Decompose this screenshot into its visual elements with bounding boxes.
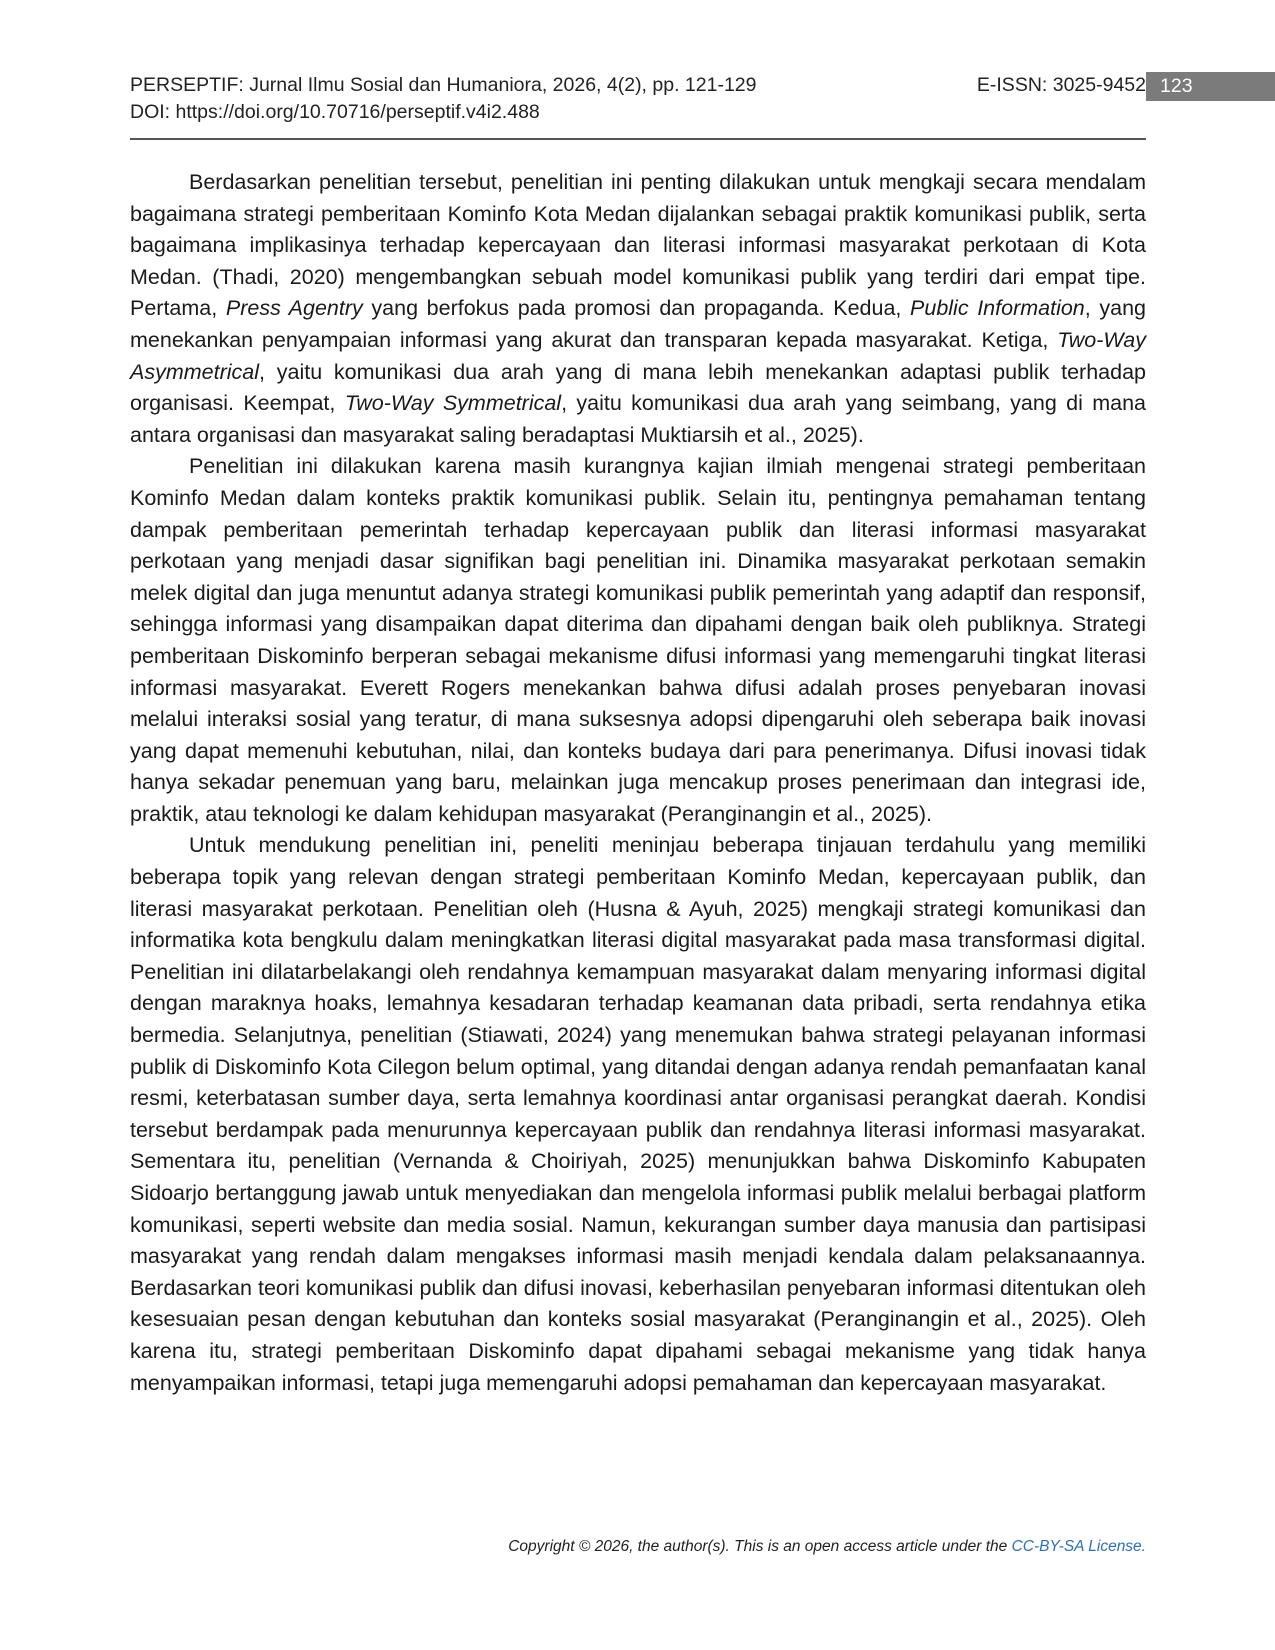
paragraph-text: , yaitu komunikasi dua arah yang di mana lebih menekankan adaptasi publik terhadap organisasi. Keempat, [130, 359, 1146, 416]
page-number: 123 [1146, 72, 1275, 101]
paragraph-text: , yang menekankan penyampaian informasi yang akurat dan transparan kepada masyarakat. Ketiga, [130, 296, 1146, 352]
running-header [130, 72, 1146, 126]
paragraph-text: yang berfokus pada promosi dan propaganda. Kedua, [362, 296, 911, 321]
license-link[interactable]: CC-BY-SA License. [1011, 1538, 1146, 1555]
body-paragraph [130, 451, 1146, 830]
body-paragraph [130, 167, 1146, 451]
journal-citation: PERSEPTIF: Jurnal Ilmu Sosial dan Humaniora, 2026, 4(2), pp. 121-129 [130, 74, 757, 96]
body-paragraph [130, 830, 1146, 1399]
paragraph-text: Untuk mendukung penelitian ini, peneliti meninjau beberapa tinjauan terdahulu yang memiliki beberapa topik yang relevan dengan strategi pemberitaan Kominfo Medan, kepercayaan publik, dan literasi masyarakat perkotaan. Penelitian oleh (Husna & Ayuh, 2025) mengkaji strategi komunikasi dan informatika kota bengkulu dalam meningkatkan literasi digital masyarakat pada masa transformasi digital. Penelitian ini dilatarbelakangi oleh rendahnya kemampuan masyarakat dalam menyaring informasi digital dengan maraknya hoaks, lemahnya kesadaran terhadap keamanan data pribadi, serta rendahnya etika bermedia. Selanjutnya, penelitian (Stiawati, 2024) yang menemukan bahwa strategi pelayanan informasi publik di Diskominfo Kota Cilegon belum optimal, yang ditandai dengan adanya rendah pemanfaatan kanal resmi, keterbatasan sumber daya, serta lemahnya koordinasi antar organisasi perangkat daerah. Kondisi tersebut berdampak pada menurunnya kepercayaan publik dan rendahnya literasi informasi masyarakat. Sementara itu, penelitian (Vernanda & Choiriyah, 2025) menunjukkan bahwa Diskominfo Kabupaten Sidoarjo bertanggung jawab untuk menyediakan dan mengelola informasi publik melalui berbagai platform komunikasi, seperti website dan media sosial. Namun, kekurangan sumber daya manusia dan partisipasi masyarakat yang rendah dalam mengakses informasi masih menjadi kendala dalam pelaksanaannya. Berdasarkan teori komunikasi publik dan difusi inovasi, keberhasilan penyebaran informasi ditentukan oleh kesesuaian pesan dengan kebutuhan dan konteks sosial masyarakat (Peranginangin et al., 2025). Oleh karena itu, strategi pemberitaan Diskominfo dapat dipahami sebagai mekanisme yang tidak hanya menyampaikan informasi, tetapi juga memengaruhi adopsi pemahaman dan kepercayaan masyarakat. [130, 833, 1146, 1395]
copyright-footer [508, 1538, 1146, 1556]
article-body [130, 167, 1146, 1399]
paragraph-text: , yaitu komunikasi dua arah yang seimbang, yang di mana antara organisasi dan masyarakat saling beradaptasi Muktiarsih et al., 2025). [130, 391, 1146, 447]
italic-term: Public Information [910, 296, 1085, 321]
italic-term: Two-Way Symmetrical [344, 391, 562, 416]
header-divider [130, 138, 1146, 140]
issn: E-ISSN: 3025-9452 [976, 74, 1146, 96]
paragraph-text: Berdasarkan penelitian tersebut, penelitian ini penting dilakukan untuk mengkaji secara mendalam bagaimana strategi pemberitaan Kominfo Kota Medan dijalankan sebagai praktik komunikasi publik, serta bagaimana implikasinya terhadap kepercayaan dan literasi informasi masyarakat perkotaan di Kota Medan. (Thadi, 2020) mengembangkan sebuah model komunikasi publik yang terdiri dari empat tipe. Pertama, [130, 170, 1146, 321]
italic-term: Press Agentry [225, 296, 363, 321]
italic-term: Two-Way Asymmetrical [130, 327, 1146, 384]
doi-link[interactable]: DOI: https://doi.org/10.70716/perseptif.v4i2.488 [130, 101, 540, 123]
copyright-text: Copyright © 2026, the author(s). This is an open access article under the [508, 1538, 1012, 1555]
paragraph-text: Penelitian ini dilakukan karena masih kurangnya kajian ilmiah mengenai strategi pemberitaan Kominfo Medan dalam konteks praktik komunikasi publik. Selain itu, pentingnya pemahaman tentang dampak pemberitaan pemerintah terhadap kepercayaan publik dan literasi informasi masyarakat perkotaan yang menjadi dasar signifikan bagi penelitian ini. Dinamika masyarakat perkotaan semakin melek digital dan juga menuntut adanya strategi komunikasi publik pemerintah yang adaptif dan responsif, sehingga informasi yang disampaikan dapat diterima dan dipahami dengan baik oleh publiknya. Strategi pemberitaan Diskominfo berperan sebagai mekanisme difusi informasi yang memengaruhi tingkat literasi informasi masyarakat. Everett Rogers menekankan bahwa difusi adalah proses penyebaran inovasi melalui interaksi sosial yang teratur, di mana suksesnya adopsi dipengaruhi oleh seberapa baik inovasi yang dapat memenuhi kebutuhan, nilai, dan konteks budaya dari para penerimanya. Difusi inovasi tidak hanya sekadar penemuan yang baru, melainkan juga mencakup proses penerimaan dan integrasi ide, praktik, atau teknologi ke dalam kehidupan masyarakat (Peranginangin et al., 2025). [130, 454, 1146, 826]
